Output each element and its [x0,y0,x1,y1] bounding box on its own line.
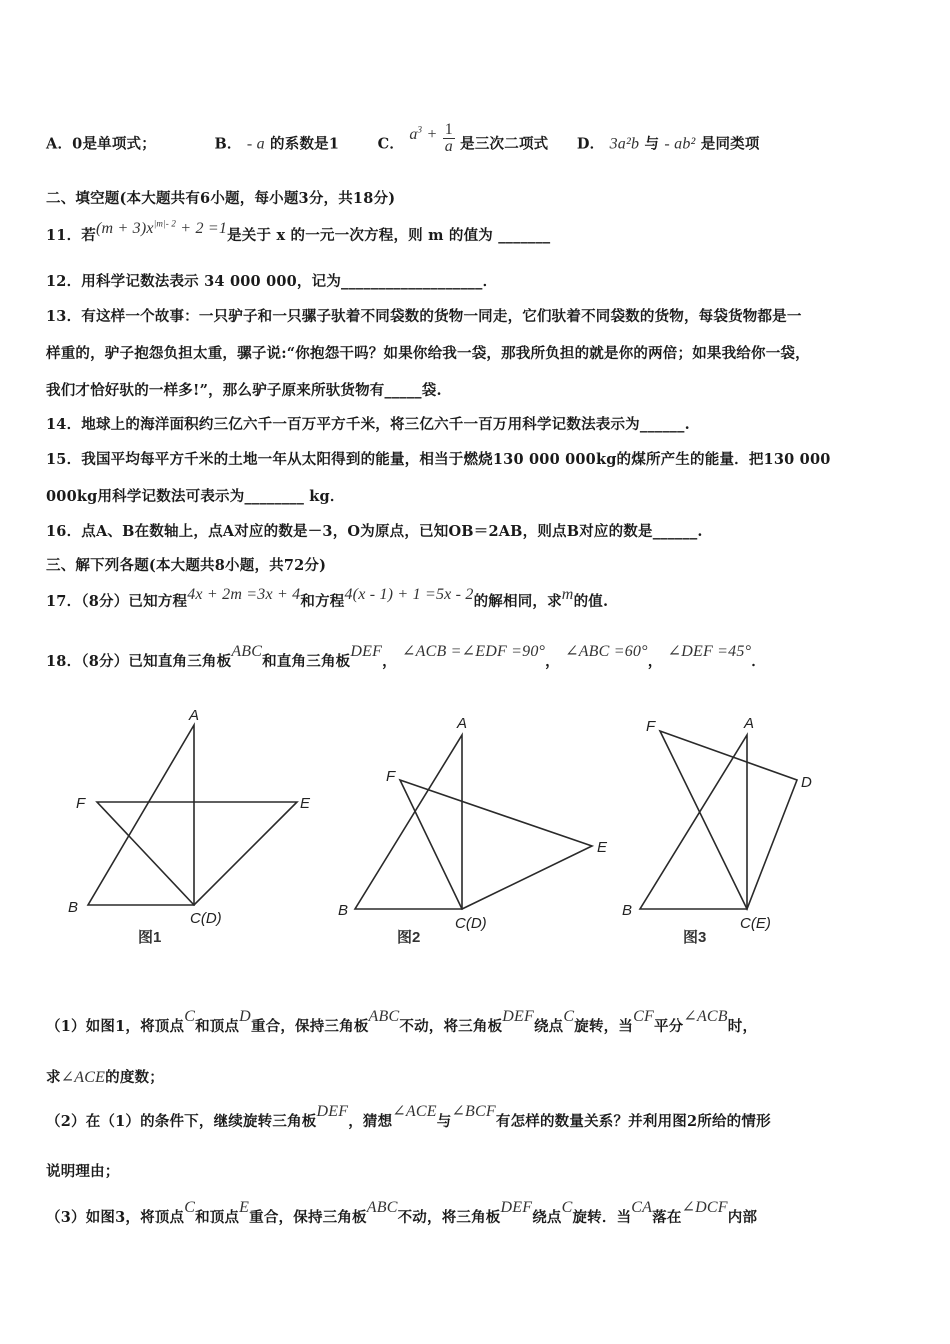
fig2-triangle-abc [355,735,462,909]
option-d-tail: 是同类项 [700,135,760,153]
fig1-triangle-abc [88,725,194,905]
option-b-expr: - a [246,135,265,153]
fig1-caption: 图1 [138,929,162,946]
question-11: 11．若$(m + 3)x^{|m|- 2} + 2 =1$是关于 x 的一元一次方程，则 m 的值为 _______ [46,218,551,244]
option-c-expr-a: $a^3$ + [409,124,438,143]
option-c-tail: 是三次二项式 [460,135,549,153]
fig1-label-a: A [189,707,200,724]
fig3-triangle-abc [640,735,747,909]
fig2-label-c: C(D) [455,915,487,932]
q18-triangle-abc: ABC [231,643,263,660]
question-13-line-1: 13．有这样一个故事：一只驴子和一只骡子驮着不同袋数的货物一同走，它们驮着不同袋数的货物，每袋货物都是一 [46,308,802,325]
fig3-label-b: B [622,902,633,919]
question-17: 17．（8分）已知方程4x + 2m =3x + 4和方程4(x - 1) + 1 =5x - 2的解相同，求m的值. [46,586,609,610]
q17-variable: m [561,586,574,603]
question-13-line-2: 样重的，驴子抱怨负担太重，骡子说:“你抱怨干吗？如果你给我一袋，那我所负担的就是你的两倍；如果我给你一袋， [46,345,810,362]
figure-3-diagram [640,731,797,909]
question-15-line-1: 15．我国平均每平方千米的土地一年从太阳得到的能量，相当于燃烧130 000 000kg的煤所产生的能量．把130 000 [46,451,831,468]
fig1-label-c: C(D) [190,910,222,927]
fig1-label-f: F [76,795,86,812]
fig3-label-f: F [646,718,656,735]
fig3-label-a: A [744,715,755,732]
fig1-triangle-def [97,802,297,905]
option-d-label: D． [576,135,605,153]
fig3-label-d: D [801,774,812,791]
fig2-label-f: F [386,768,396,785]
option-d-expr2: - ab² [664,135,696,153]
option-d-expr1: 3a²b [609,135,640,153]
figure-2-diagram [355,735,592,909]
q18-condition-1: ∠ACB =∠EDF =90° [402,643,546,660]
fig1-label-b: B [68,899,79,916]
fig2-label-e: E [597,839,608,856]
q17-equation-1: 4x + 2m =3x + 4 [187,586,301,603]
question-13-line-3: 我们才恰好驮的一样多!”，那么驴子原来所驮货物有_____袋. [46,382,442,399]
option-c-fraction: $\frac{1}{a}$ [444,121,453,155]
section-3-heading: 三、解下列各题(本大题共8小题，共72分) [46,557,327,574]
part-1-line-1: （1）如图1，将顶点C和顶点D重合，保持三角板ABC不动，将三角板DEF绕点C旋转，当CF平分∠ACB时， [46,1008,758,1035]
option-b-tail: 的系数是1 [270,135,340,153]
q18-condition-3: ∠DEF =45° [667,643,752,660]
question-16: 16．点A、B在数轴上，点A对应的数是－3，O为原点，已知OB＝2AB，则点B对应的数是______. [46,523,703,540]
q17-equation-2: 4(x - 1) + 1 =5x - 2 [344,586,474,603]
option-d-mid: 与 [644,135,660,153]
part-1-line-2: 求∠ACE的度数； [46,1069,164,1086]
figure-1-diagram [88,725,297,905]
q11-expr: $(m + 3)x^{|m|- 2} + 2 =1$ [95,218,228,237]
q18-triangle-def: DEF [350,643,383,660]
fig2-caption: 图2 [397,929,421,946]
fig2-label-a: A [457,715,468,732]
part-3-line-1: （3）如图3，将顶点C和顶点E重合，保持三角板ABC不动，将三角板DEF绕点C旋转．当CA落在∠DCF内部 [46,1199,758,1226]
part-2-line-2: 说明理由； [46,1163,120,1180]
section-2-heading: 二、填空题(本大题共有6小题，每小题3分，共18分) [46,190,396,207]
option-a: A．0是单项式； [46,135,156,153]
fig3-caption: 图3 [683,929,707,946]
question-14: 14．地球上的海洋面积约三亿六千一百万平方千米，将三亿六千一百万用科学记数法表示为______. [46,416,690,433]
question-18: 18．（8分）已知直角三角板ABC和直角三角板DEF， ∠ACB =∠EDF =90°， ∠ABC =60°， ∠DEF =45°． [46,643,766,670]
question-12: 12．用科学记数法表示 34 000 000，记为___________________． [46,273,498,290]
figures-panel [0,695,950,955]
q10-options [46,121,916,161]
part-2-line-1: （2）在（1）的条件下，继续旋转三角板DEF，猜想∠ACE与∠BCF有怎样的数量关系？并利用图2所给的情形 [46,1103,771,1130]
fig3-triangle-def [660,731,797,909]
option-b-label: B． [214,135,242,153]
fig2-label-b: B [338,902,349,919]
fig2-triangle-def [400,780,592,909]
q18-condition-2: ∠ABC =60° [565,643,648,660]
fig1-label-e: E [300,795,311,812]
option-c-label: C． [377,135,405,153]
question-15-line-2: 000kg用科学记数法可表示为________ kg． [46,488,345,505]
fig3-label-c: C(E) [740,915,771,932]
